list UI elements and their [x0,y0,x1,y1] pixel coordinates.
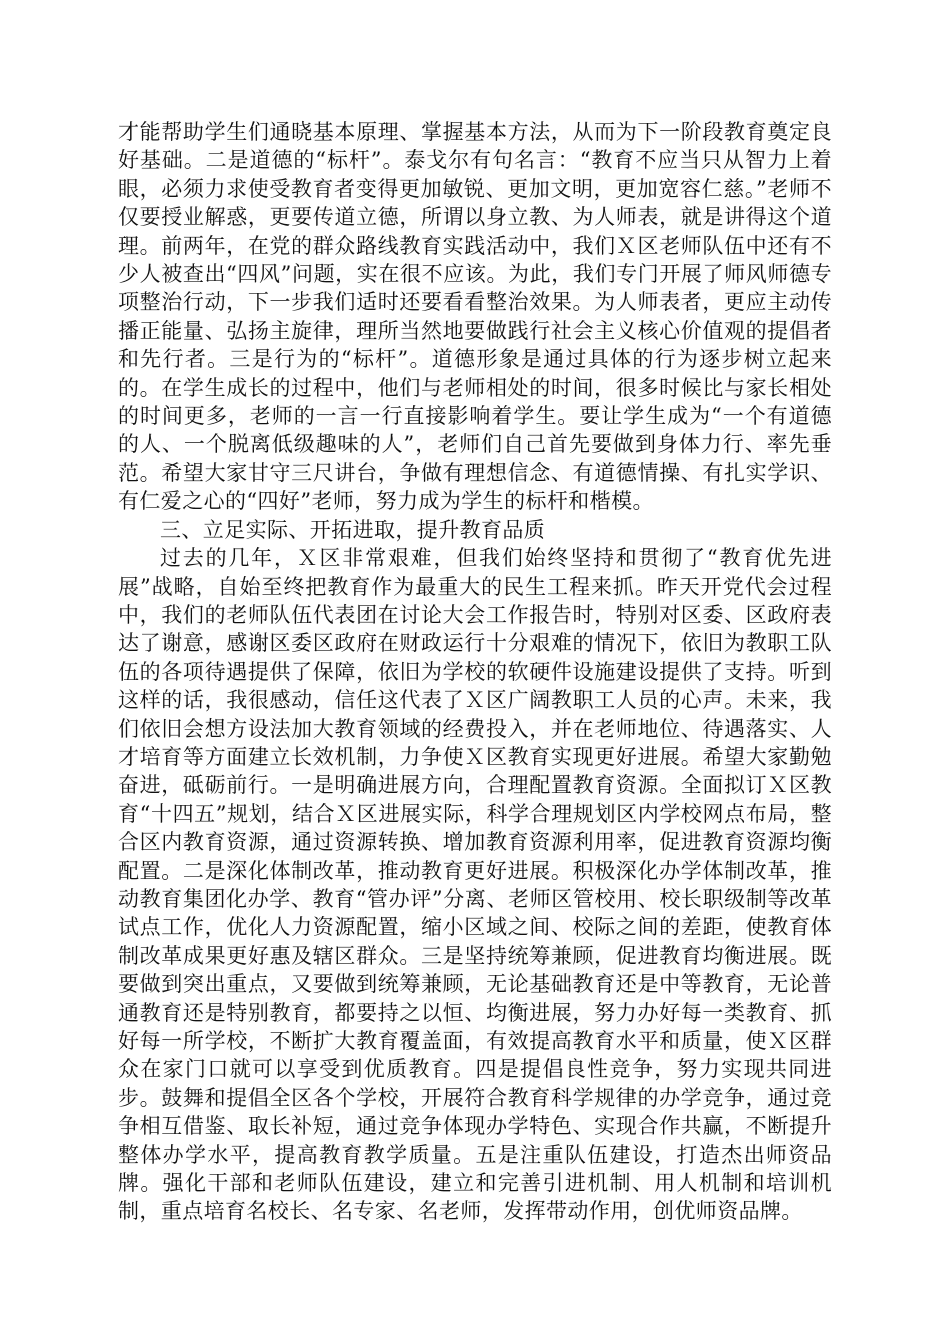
section-heading: 三、立足实际、开拓进取，提升教育品质 [160,517,546,542]
document-body [118,118,832,1226]
paragraph-section-three: 过去的几年，Ｘ区非常艰难，但我们始终坚持和贯彻了“教育优先进展”战略，自始至终把教育作为最重大的民生工程来抓。昨天开党代会过程中，我们的老师队伍代表团在讨论大会工作报告时，特别对区委、区政府表达了谢意，感谢区委区政府在财政运行十分艰难的情况下，依旧为教职工队伍的各项待遇提供了保障，依旧为学校的软硬件设施建设提供了支持。听到这样的话，我很感动，信任这代表了Ｘ区广阔教职工人员的心声。未来，我们依旧会想方设法加大教育领域的经费投入，并在老师地位、待遇落实、人才培育等方面建立长效机制，力争使Ｘ区教育实现更好进展。希望大家勤勉奋进，砥砺前行。一是明确进展方向，合理配置教育资源。全面拟订Ｘ区教育“十四五”规划，结合Ｘ区进展实际，科学合理规划区内学校网点布局，整合区内教育资源，通过资源转换、增加教育资源利用率，促进教育资源均衡配置。二是深化体制改革，推动教育更好进展。积极深化办学体制改革，推动教育集团化办学、教育“管办评”分离、老师区管校用、校长职级制等改革试点工作，优化人力资源配置，缩小区域之间、校际之间的差距，使教育体制改革成果更好惠及辖区群众。三是坚持统筹兼顾，促进教育均衡进展。既要做到突出重点，又要做到统筹兼顾，无论基础教育还是中等教育，无论普通教育还是特别教育，都要持之以恒、均衡进展，努力办好每一类教育、抓好每一所学校，不断扩大教育覆盖面，有效提高教育水平和质量，使Ｘ区群众在家门口就可以享受到优质教育。四是提倡良性竞争，努力实现共同进步。鼓舞和提倡全区各个学校，开展符合教育科学规律的办学竞争，通过竞争相互借鉴、取长补短，通过竞争体现办学特色、实现合作共赢，不断提升整体办学水平，提高教育教学质量。五是注重队伍建设，打造杰出师资品牌。强化干部和老师队伍建设，建立和完善引进机制、用人机制和培训机制，重点培育名校长、名专家、名老师，发挥带动作用，创优师资品牌。 [118,546,832,1224]
paragraph-continued: 才能帮助学生们通晓基本原理、掌握基本方法，从而为下一阶段教育奠定良好基础。二是道德的“标杆”。泰戈尔有句名言：“教育不应当只从智力上着眼，必须力求使受教育者变得更加敏锐、更加文明，更加宽容仁慈。”老师不仅要授业解惑，更要传道立德，所谓以身立教、为人师表，就是讲得这个道理。前两年，在党的群众路线教育实践活动中，我们Ｘ区老师队伍中还有不少人被查出“四风”问题，实在很不应该。为此，我们专门开展了师风师德专项整治行动，下一步我们适时还要看看整治效果。为人师表者，更应主动传播正能量、弘扬主旋律，理所当然地要做践行社会主义核心价值观的提倡者和先行者。三是行为的“标杆”。道德形象是通过具体的行为逐步树立起来的。在学生成长的过程中，他们与老师相处的时间，很多时候比与家长相处的时间更多，老师的一言一行直接影响着学生。要让学生成为“一个有道德的人、一个脱离低级趣味的人”，老师们自己首先要做到身体力行、率先垂范。希望大家甘守三尺讲台，争做有理想信念、有道德情操、有扎实学识、有仁爱之心的“四好”老师，努力成为学生的标杆和楷模。 [118,120,832,514]
